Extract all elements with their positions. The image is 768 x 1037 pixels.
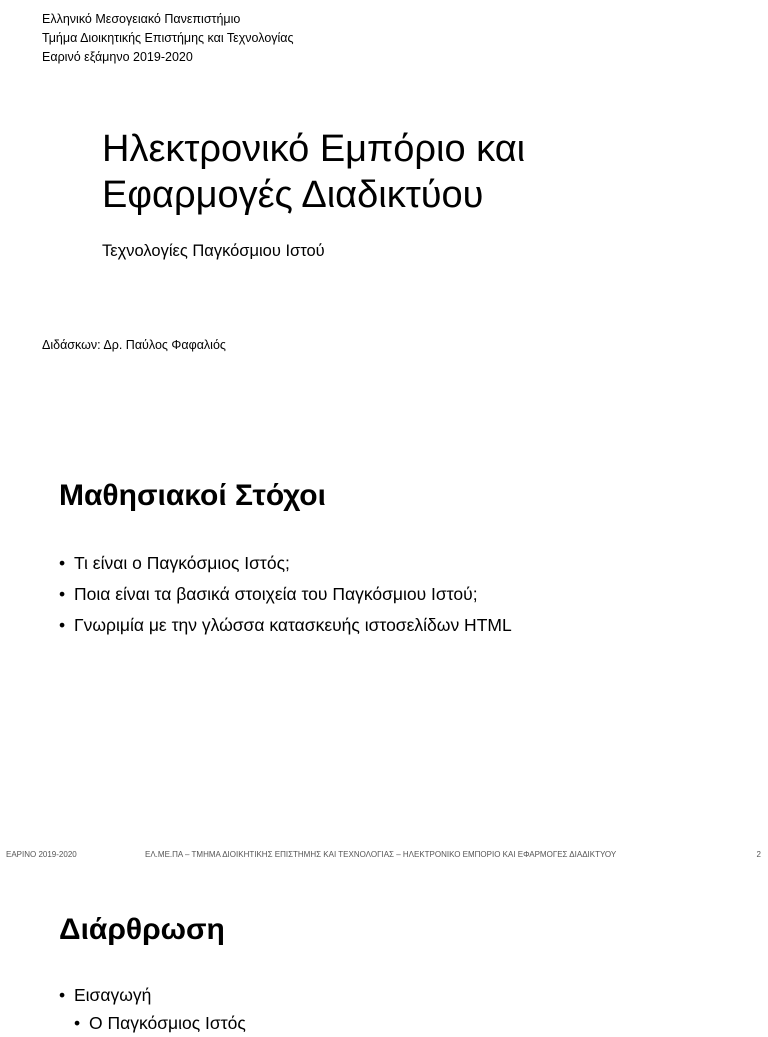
outline-list bbox=[59, 981, 246, 1037]
list-item-text: Τι είναι ο Παγκόσμιος Ιστός; bbox=[74, 553, 290, 573]
semester-label: Εαρινό εξάμηνο 2019-2020 bbox=[42, 50, 193, 64]
department-name: Τμήμα Διοικητικής Επιστήμης και Τεχνολογίας bbox=[42, 31, 294, 45]
list-item-text: Γνωριμία με την γλώσσα κατασκευής ιστοσελίδων HTML bbox=[74, 615, 512, 635]
list-item bbox=[59, 981, 246, 1009]
list-item bbox=[59, 579, 512, 610]
bullet-icon: • bbox=[59, 615, 66, 635]
slide-title-outline: Διάρθρωση bbox=[59, 913, 225, 946]
bullet-icon: • bbox=[74, 1013, 81, 1033]
bullet-icon: • bbox=[59, 985, 66, 1005]
list-subitem bbox=[59, 1009, 246, 1037]
university-name: Ελληνικό Μεσογειακό Πανεπιστήμιο bbox=[42, 12, 241, 26]
instructor-label: Διδάσκων: Δρ. Παύλος Φαφαλιός bbox=[42, 338, 226, 352]
list-item-text: Ποια είναι τα βασικά στοιχεία του Παγκόσμιου Ιστού; bbox=[74, 584, 478, 604]
slide-footer bbox=[0, 850, 768, 864]
list-item-text: Εισαγωγή bbox=[74, 985, 152, 1005]
list-item bbox=[59, 610, 512, 641]
footer-semester: ΕΑΡΙΝΟ 2019-2020 bbox=[6, 850, 77, 859]
course-subtitle: Τεχνολογίες Παγκόσμιου Ιστού bbox=[102, 242, 325, 260]
institution-header bbox=[42, 10, 294, 67]
course-title bbox=[102, 126, 525, 218]
bullet-icon: • bbox=[59, 584, 66, 604]
list-item bbox=[59, 548, 512, 579]
objectives-list bbox=[59, 548, 512, 641]
course-title-line2: Εφαρμογές Διαδικτύου bbox=[102, 174, 484, 216]
bullet-icon: • bbox=[59, 553, 66, 573]
footer-course-info: ΕΛ.ΜΕ.ΠΑ – ΤΜΗΜΑ ΔΙΟΙΚΗΤΙΚΗΣ ΕΠΙΣΤΗΜΗΣ ΚΑΙ ΤΕΧΝΟΛΟΓΙΑΣ – ΗΛΕΚΤΡΟΝΙΚΟ ΕΜΠΟΡΙΟ ΚΑΙ ΕΦΑΡΜΟΓΕΣ ΔΙΑΔΙΚΤΥΟΥ bbox=[145, 850, 617, 859]
list-item-text: Ο Παγκόσμιος Ιστός bbox=[89, 1013, 246, 1033]
course-title-line1: Ηλεκτρονικό Εμπόριο και bbox=[102, 128, 526, 170]
slide-title-objectives: Μαθησιακοί Στόχοι bbox=[59, 479, 326, 512]
page-number: 2 bbox=[756, 850, 761, 859]
